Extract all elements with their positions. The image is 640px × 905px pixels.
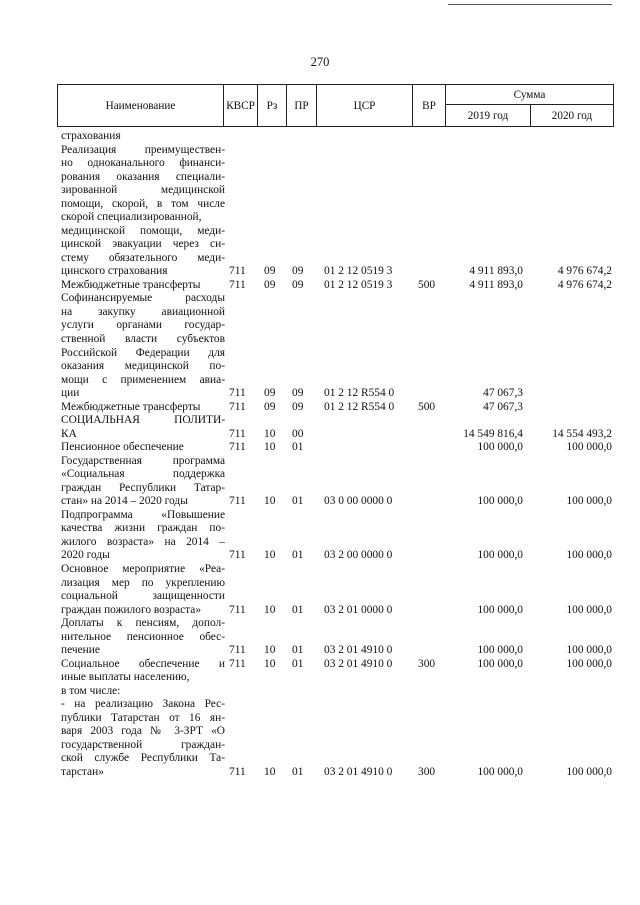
table-row [0, 347, 640, 360]
row-name: мощи с применением авиа- [61, 373, 225, 386]
header-vr: ВР [413, 85, 446, 127]
row-name: Межбюджетные трансферты [61, 400, 201, 413]
header-kvsr: КВСР [224, 85, 258, 127]
row-name: оказания медицинской по- [61, 360, 225, 372]
row-kvsr: 711 [229, 400, 246, 413]
row-name: на закупку авиационной [61, 305, 225, 318]
row-name: публики Татарстан от 16 ян- [61, 711, 225, 724]
row-rz: 10 [264, 765, 276, 778]
row-kvsr: 711 [229, 549, 246, 562]
table-row [0, 184, 640, 197]
row-pr: 01 [292, 441, 304, 454]
table-row [0, 414, 640, 427]
row-name: медицинской помощи, меди- [61, 224, 225, 237]
row-name: качества жизни граждан по- [61, 522, 225, 535]
row-rz: 10 [264, 427, 276, 440]
row-name: нительное пенсионное обес- [61, 630, 225, 643]
row-name: тарстан» [61, 765, 104, 778]
row-sum-2020: 100 000,0 [566, 495, 612, 508]
row-sum-2019: 47 067,3 [483, 387, 523, 400]
row-csr: 03 2 00 0000 0 [324, 549, 393, 562]
table-row [0, 455, 640, 468]
row-kvsr: 711 [229, 387, 246, 400]
row-name: 2020 годы [61, 549, 110, 562]
row-pr: 09 [292, 400, 304, 413]
table-row [0, 671, 640, 684]
table-row [0, 428, 640, 441]
table-row [0, 252, 640, 265]
table-row [0, 549, 640, 562]
table-row [0, 225, 640, 238]
row-sum-2020: 4 976 674,2 [557, 265, 612, 278]
page-number: 270 [310, 55, 330, 69]
row-name: но одноканального финанси- [61, 157, 225, 170]
row-name: социальной защищенности [61, 590, 225, 602]
table-row [0, 658, 640, 671]
table-row [0, 604, 640, 617]
row-pr: 01 [292, 765, 304, 778]
row-pr: 01 [292, 603, 304, 616]
header-rz: Рз [258, 85, 287, 127]
table-row [0, 401, 640, 414]
table-row [0, 238, 640, 251]
row-name: Пенсионное обеспечение [61, 441, 184, 454]
row-pr: 01 [292, 644, 304, 657]
row-name: варя 2003 года № 3-ЗРТ «О [61, 725, 225, 738]
table-row [0, 509, 640, 522]
row-name: печение [61, 644, 100, 657]
row-kvsr: 711 [229, 427, 246, 440]
row-name: Софинансируемые расходы [61, 292, 225, 305]
table-row [0, 495, 640, 508]
table-row [0, 766, 640, 779]
row-rz: 09 [264, 265, 276, 278]
header-pr: ПР [287, 85, 317, 127]
row-sum-2019: 100 000,0 [477, 441, 523, 454]
row-kvsr: 711 [229, 265, 246, 278]
row-csr: 03 2 01 0000 0 [324, 603, 393, 616]
row-sum-2020: 4 976 674,2 [557, 278, 612, 291]
row-name: рования оказания специали- [61, 170, 225, 183]
row-sum-2019: 100 000,0 [477, 765, 523, 778]
row-sum-2020: 100 000,0 [566, 657, 612, 670]
row-name: жилого возраста» на 2014 – [61, 535, 225, 548]
table-row [0, 698, 640, 711]
table-row [0, 130, 640, 143]
row-sum-2019: 100 000,0 [477, 495, 523, 508]
row-rz: 09 [264, 400, 276, 413]
row-vr: 500 [418, 278, 436, 291]
row-name: стему обязательного меди- [61, 251, 225, 264]
row-name: цинского страхования [61, 265, 168, 278]
row-kvsr: 711 [229, 765, 246, 778]
table-row [0, 644, 640, 657]
row-rz: 09 [264, 387, 276, 400]
row-kvsr: 711 [229, 441, 246, 454]
row-name: Подпрограмма «Повышение [61, 508, 225, 521]
row-name: государственной граждан- [61, 738, 225, 751]
table-row [0, 211, 640, 224]
table-row [0, 441, 640, 454]
table-row [0, 752, 640, 765]
row-sum-2019: 100 000,0 [477, 603, 523, 616]
row-sum-2019: 100 000,0 [477, 657, 523, 670]
row-name: граждан пожилого возраста» [61, 603, 202, 616]
row-csr: 03 2 01 4910 0 [324, 644, 393, 657]
row-pr: 00 [292, 427, 304, 440]
header-year-2020: 2020 год [531, 105, 614, 127]
row-name: скорой специализированной, [61, 211, 202, 224]
table-row [0, 563, 640, 576]
row-rz: 10 [264, 603, 276, 616]
table-row [0, 360, 640, 373]
row-rz: 10 [264, 644, 276, 657]
row-kvsr: 711 [229, 603, 246, 616]
table-row [0, 536, 640, 549]
row-name: Доплаты к пенсиям, допол- [61, 617, 225, 630]
row-sum-2020: 14 554 493,2 [552, 427, 612, 440]
row-rz: 10 [264, 441, 276, 454]
row-rz: 10 [264, 495, 276, 508]
row-pr: 09 [292, 265, 304, 278]
row-kvsr: 711 [229, 644, 246, 657]
table-row [0, 374, 640, 387]
row-sum-2020: 100 000,0 [566, 549, 612, 562]
row-csr: 03 2 01 4910 0 [324, 765, 393, 778]
table-row [0, 468, 640, 481]
row-rz: 09 [264, 278, 276, 291]
row-sum-2020: 100 000,0 [566, 603, 612, 616]
row-rz: 10 [264, 657, 276, 670]
row-name: лизация мер по укреплению [61, 576, 225, 589]
row-kvsr: 711 [229, 495, 246, 508]
row-sum-2019: 100 000,0 [477, 549, 523, 562]
row-name: услуги органами государ- [61, 319, 225, 332]
row-sum-2019: 47 067,3 [483, 400, 523, 413]
row-pr: 01 [292, 495, 304, 508]
row-name: ской службе Республики Та- [61, 752, 225, 765]
row-sum-2019: 14 549 816,4 [463, 427, 523, 440]
row-sum-2020: 100 000,0 [566, 765, 612, 778]
row-csr: 03 0 00 0000 0 [324, 495, 393, 508]
row-name: - на реализацию Закона Рес- [61, 698, 225, 711]
row-name: «Социальная поддержка [61, 468, 225, 481]
row-name: стан» на 2014 – 2020 годы [61, 495, 188, 508]
row-name: помощи, скорой, в том числе [61, 197, 225, 210]
row-csr: 01 2 12 0519 3 [324, 278, 393, 291]
row-kvsr: 711 [229, 657, 246, 670]
row-csr: 01 2 12 0519 3 [324, 265, 393, 278]
row-pr: 01 [292, 549, 304, 562]
table-row [0, 577, 640, 590]
header-name: Наименование [58, 85, 224, 127]
row-pr: 01 [292, 657, 304, 670]
table-row [0, 157, 640, 170]
row-name: СОЦИАЛЬНАЯ ПОЛИТИ- [61, 414, 225, 427]
row-sum-2019: 4 911 893,0 [469, 265, 523, 278]
top-rule [448, 4, 612, 5]
header-csr: ЦСР [317, 85, 413, 127]
row-kvsr: 711 [229, 278, 246, 291]
row-sum-2019: 100 000,0 [477, 644, 523, 657]
table-row [0, 279, 640, 292]
row-name: иные выплаты населению, [61, 671, 190, 684]
table-row [0, 522, 640, 535]
row-sum-2020: 100 000,0 [566, 441, 612, 454]
table-row [0, 306, 640, 319]
row-sum-2019: 4 911 893,0 [469, 278, 523, 291]
table-row [0, 482, 640, 495]
table-row [0, 265, 640, 278]
table-header [57, 84, 614, 127]
table-row [0, 685, 640, 698]
row-name: Межбюджетные трансферты [61, 278, 201, 291]
table-row [0, 333, 640, 346]
row-name: зированной медицинской [61, 184, 225, 197]
row-pr: 09 [292, 278, 304, 291]
table-row [0, 144, 640, 157]
row-name: КА [61, 427, 77, 440]
table-row [0, 319, 640, 332]
row-sum-2020: 100 000,0 [566, 644, 612, 657]
table-row [0, 171, 640, 184]
table-row [0, 198, 640, 211]
row-name: Российской Федерации для [61, 346, 225, 359]
row-name: в том числе: [61, 684, 121, 697]
row-name: Основное мероприятие «Реа- [61, 563, 225, 575]
row-pr: 09 [292, 387, 304, 400]
table-row [0, 387, 640, 400]
row-vr: 300 [418, 657, 436, 670]
table-row [0, 617, 640, 630]
table-row [0, 590, 640, 603]
row-csr: 03 2 01 4910 0 [324, 657, 393, 670]
row-vr: 500 [418, 400, 436, 413]
row-name: цинской эвакуации через си- [61, 238, 225, 251]
row-vr: 300 [418, 765, 436, 778]
row-csr: 01 2 12 R554 0 [324, 387, 395, 400]
row-name: граждан Республики Татар- [61, 481, 225, 494]
row-name: Социальное обеспечение и [61, 657, 225, 670]
row-name: Реализация преимуществен- [61, 143, 225, 156]
table-row [0, 739, 640, 752]
row-rz: 10 [264, 549, 276, 562]
row-csr: 01 2 12 R554 0 [324, 400, 395, 413]
row-name: ции [61, 387, 80, 400]
row-name: Государственная программа [61, 454, 225, 467]
table-row [0, 292, 640, 305]
table-row [0, 631, 640, 644]
table-row [0, 725, 640, 738]
row-name: страхования [61, 130, 121, 142]
header-year-2019: 2019 год [446, 105, 531, 127]
table-row [0, 712, 640, 725]
row-name: ственной власти субъектов [61, 332, 225, 345]
header-sum: Сумма [446, 85, 614, 105]
